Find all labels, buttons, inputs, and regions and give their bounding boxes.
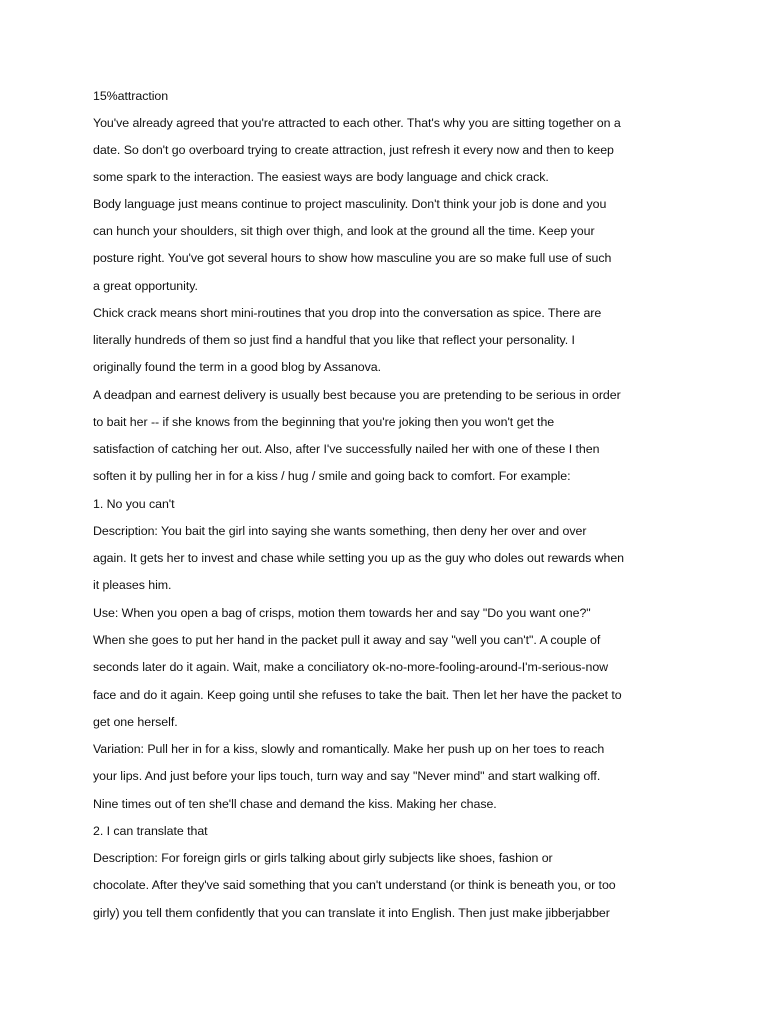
text-line: your lips. And just before your lips touch, turn way and say "Never mind" and start walking off.	[93, 769, 601, 783]
text-line: When she goes to put her hand in the packet pull it away and say "well you can't". A couple of	[93, 633, 601, 647]
text-line: chocolate. After they've said something that you can't understand (or think is beneath you, or too	[93, 878, 616, 892]
text-line: originally found the term in a good blog by Assanova.	[93, 360, 382, 374]
text-line: posture right. You've got several hours to show how masculine you are so make full use of such	[93, 251, 612, 265]
text-line: A deadpan and earnest delivery is usually best because you are pretending to be serious in order	[93, 388, 621, 402]
text-line: Description: You bait the girl into saying she wants something, then deny her over and over	[93, 524, 587, 538]
text-line: Variation: Pull her in for a kiss, slowly and romantically. Make her push up on her toes to reach	[93, 742, 605, 756]
text-line: date. So don't go overboard trying to create attraction, just refresh it every now and then to keep	[93, 143, 614, 157]
text-line: get one herself.	[93, 715, 178, 729]
text-line: Body language just means continue to project masculinity. Don't think your job is done and you	[93, 197, 607, 211]
text-line: to bait her -- if she knows from the beginning that you're joking then you won't get the	[93, 415, 555, 429]
text-line: seconds later do it again. Wait, make a conciliatory ok-no-more-fooling-around-I'm-serious-now	[93, 660, 609, 674]
text-line: Nine times out of ten she'll chase and demand the kiss. Making her chase.	[93, 797, 497, 811]
text-line: girly) you tell them confidently that you can translate it into English. Then just make jibberjabber	[93, 906, 610, 920]
text-line: Chick crack means short mini-routines that you drop into the conversation as spice. There are	[93, 306, 602, 320]
section-heading: 15%attraction	[93, 89, 169, 103]
list-heading: 1. No you can't	[93, 497, 175, 511]
text-line: a great opportunity.	[93, 279, 198, 293]
text-line: again. It gets her to invest and chase while setting you up as the guy who doles out rewards when	[93, 551, 625, 565]
text-line: Description: For foreign girls or girls talking about girly subjects like shoes, fashion or	[93, 851, 553, 865]
text-line: satisfaction of catching her out. Also, after I've successfully nailed her with one of these I then	[93, 442, 600, 456]
text-line: some spark to the interaction. The easiest ways are body language and chick crack.	[93, 170, 549, 184]
text-line: You've already agreed that you're attracted to each other. That's why you are sitting together on a	[93, 116, 621, 130]
text-line: Use: When you open a bag of crisps, motion them towards her and say "Do you want one?"	[93, 606, 591, 620]
text-line: soften it by pulling her in for a kiss / hug / smile and going back to comfort. For example:	[93, 469, 571, 483]
text-line: literally hundreds of them so just find a handful that you like that reflect your personality. I	[93, 333, 575, 347]
list-heading: 2. I can translate that	[93, 824, 208, 838]
text-line: it pleases him.	[93, 578, 172, 592]
text-line: can hunch your shoulders, sit thigh over thigh, and look at the ground all the time. Keep your	[93, 224, 595, 238]
text-line: face and do it again. Keep going until she refuses to take the bait. Then let her have the packet to	[93, 688, 622, 702]
